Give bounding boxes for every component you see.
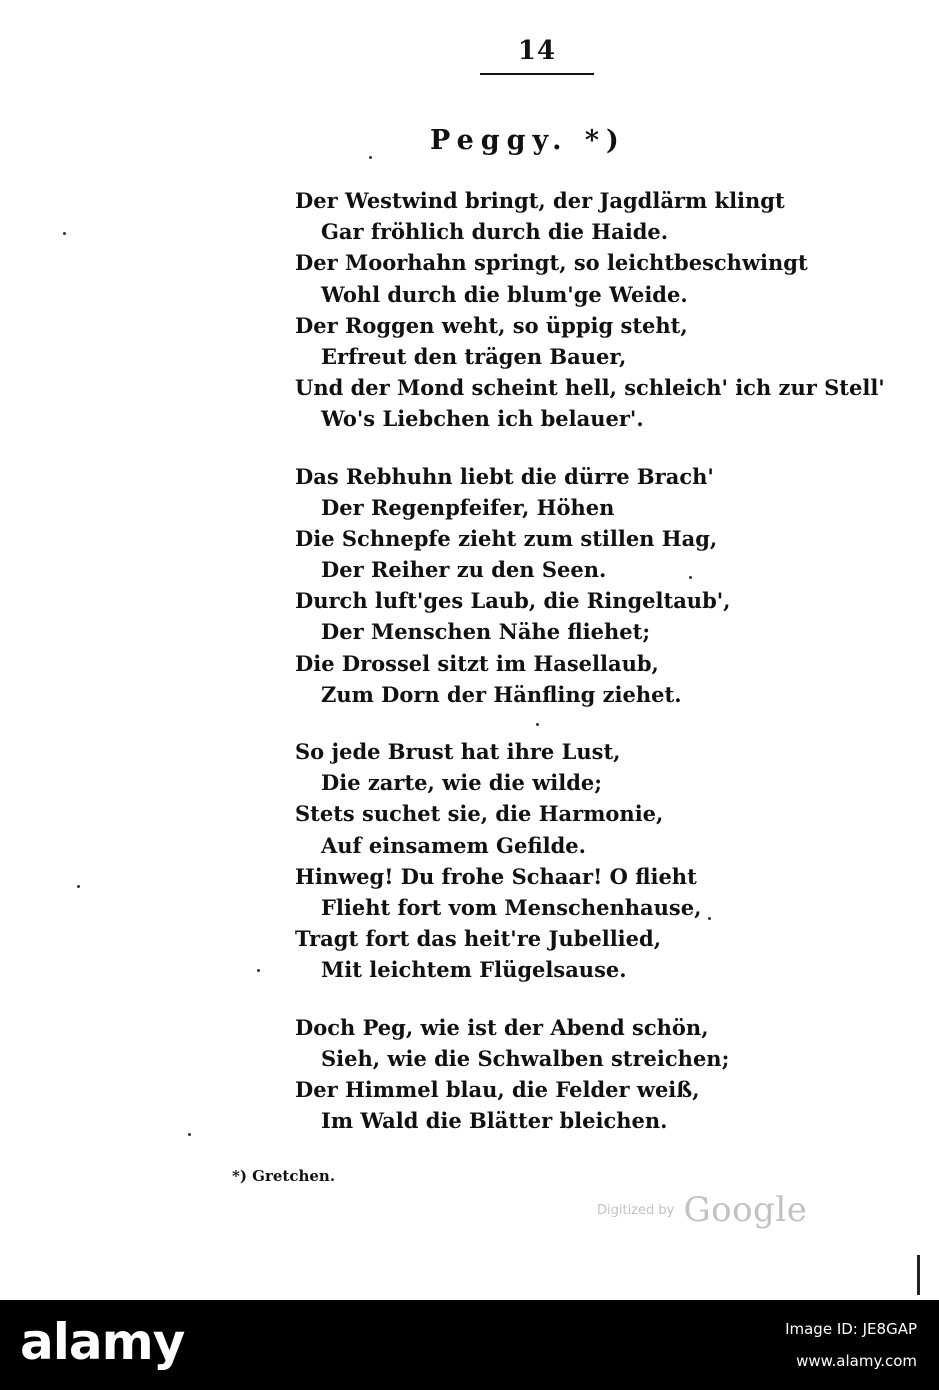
poem-body (295, 185, 885, 1162)
poem-line: Der Moorhahn springt, so leichtbeschwingt (295, 250, 808, 276)
poem-line: Die zarte, wie die wilde; (321, 770, 603, 796)
poem-line: Die Drossel sitzt im Hasellaub, (295, 650, 659, 676)
poem-line: Der Reiher zu den Seen. (321, 557, 607, 583)
poem-line: So jede Brust hat ihre Lust, (295, 739, 621, 764)
poem-line: Durch luft'ges Laub, die Ringeltaub', (295, 588, 731, 614)
alamy-logo: alamy (20, 1313, 185, 1371)
poem-line: Der Menschen Nähe fliehet; (321, 619, 651, 645)
ink-speck (63, 232, 66, 235)
poem-line: Der Himmel blau, die Felder weiß, (295, 1076, 700, 1102)
poem-stanza (295, 185, 885, 435)
poem-line: Der Roggen weht, so üppig steht, (295, 312, 688, 338)
poem-line: Der Regenpfeifer, Höhen (321, 494, 615, 520)
ink-speck (689, 576, 692, 579)
poem-line: Im Wald die Blätter bleichen. (321, 1108, 668, 1134)
poem-line: Tragt fort das heit're Jubellied, (295, 926, 662, 952)
poem-line: Auf einsamem Gefilde. (321, 832, 586, 858)
poem-line: Das Rebhuhn liebt die dürre Brach' (295, 463, 714, 489)
stock-watermark-bar (0, 1300, 939, 1390)
poem-line: Wo's Liebchen ich belauer'. (321, 406, 644, 432)
watermark-url: www.alamy.com (796, 1352, 917, 1370)
poem-line: Flieht fort vom Menschenhause, (321, 894, 702, 920)
poem-line: Doch Peg, wie ist der Abend schön, (295, 1014, 709, 1040)
ink-speck (77, 885, 80, 888)
poem-stanza (295, 736, 815, 986)
image-id: Image ID: JE8GAP (785, 1320, 917, 1338)
digitized-prefix: Digitized by (597, 1203, 675, 1218)
poem-line: Hinweg! Du frohe Schaar! O flieht (295, 863, 697, 889)
poem-line: Erfreut den trägen Bauer, (321, 343, 627, 369)
page-number-rule (480, 73, 594, 75)
page-number: 14 (517, 36, 557, 66)
poem-title: Peggy. *) (430, 125, 626, 156)
ink-speck (708, 917, 711, 920)
digitized-by-google-stamp (597, 1190, 807, 1230)
poem-stanza (295, 1012, 815, 1137)
poem-line: Sieh, wie die Schwalben streichen; (321, 1045, 730, 1071)
google-wordmark: Google (683, 1190, 808, 1230)
ink-speck (536, 723, 539, 726)
poem-line: Zum Dorn der Hänfling ziehet. (321, 681, 682, 707)
poem-line: Wohl durch die blum'ge Weide. (321, 281, 688, 307)
ink-speck (369, 156, 372, 159)
poem-line: Stets suchet sie, die Harmonie, (295, 801, 664, 827)
poem-line: Gar fröhlich durch die Haide. (321, 219, 669, 245)
page-edge-mark (917, 1255, 920, 1295)
poem-line: Mit leichtem Flügelsause. (321, 957, 627, 983)
footnote: *) Gretchen. (232, 1167, 336, 1185)
poem-stanza (295, 461, 815, 711)
poem-line: Der Westwind bringt, der Jagdlärm klingt (295, 188, 785, 213)
poem-line: Die Schnepfe zieht zum stillen Hag, (295, 525, 718, 551)
ink-speck (257, 969, 260, 972)
poem-line: Und der Mond scheint hell, schleich' ich zur Stell' (295, 375, 885, 401)
ink-speck (188, 1133, 191, 1136)
